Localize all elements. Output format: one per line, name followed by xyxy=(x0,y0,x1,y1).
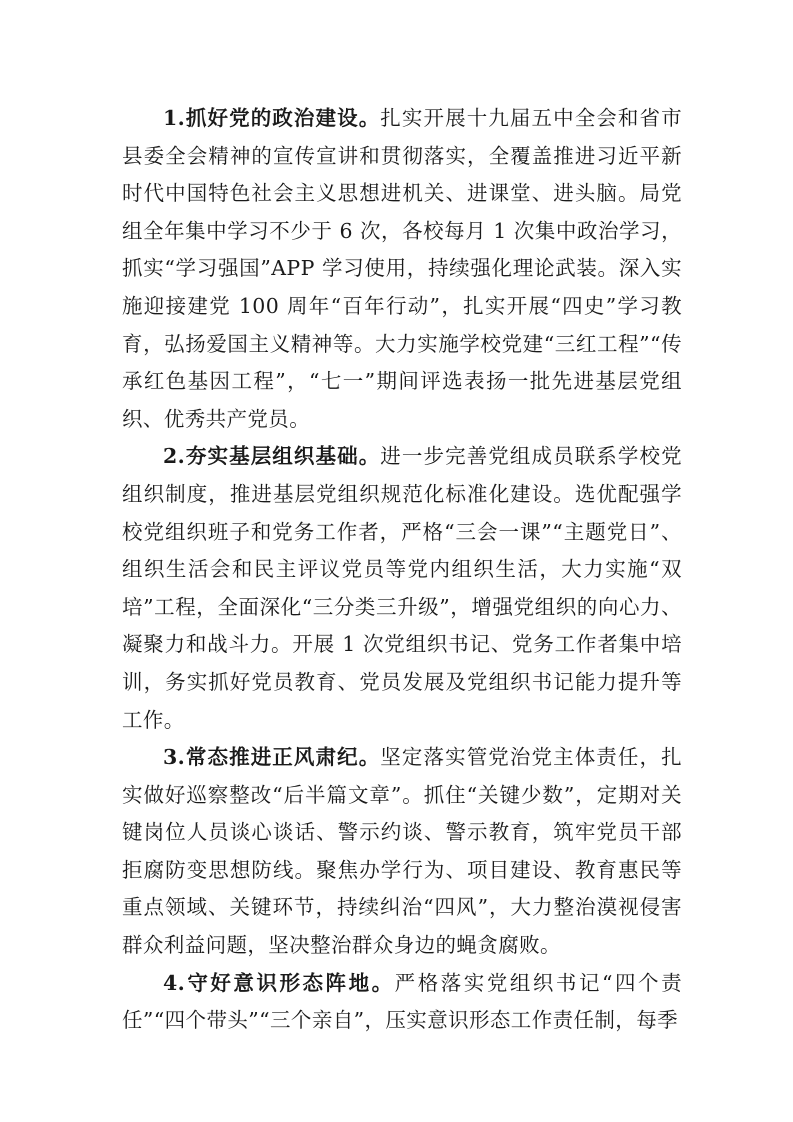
section-2 xyxy=(122,438,682,739)
section-body: 进一步完善党组成员联系学校党组织制度，推进基层党组织规范化标准化建设。选优配强学校党组织班子和党务工作者，严格“三会一课”“主题党日”、组织生活会和民主评议党员等党内组织生活，大力实施“双培”工程，全面深化“三分类三升级”，增强党组织的向心力、凝聚力和战斗力。开展 1 次党组织书记、党务工作者集中培训，务实抓好党员教育、党员发展及党组织书记能力提升等工作。 xyxy=(122,444,682,732)
section-heading: 常态推进正风肃纪。 xyxy=(185,745,381,770)
section-body: 扎实开展十九届五中全会和省市县委全会精神的宣传宣讲和贯彻落实，全覆盖推进习近平新时代中国特色社会主义思想进机关、进课堂、进头脑。局党组全年集中学习不少于 6 次，各校每月 1 次集中政治学习，抓实“学习强国”APP 学习使用，持续强化理论武装。深入实施迎接建党 100 周年“百年行动”，扎实开展“四史”学习教育，弘扬爱国主义精神等。大力实施学校党建“三红工程”“传承红色基因工程”，“七一”期间评选表扬一批先进基层党组织、优秀共产党员。 xyxy=(122,106,682,431)
section-heading: 守好意识形态阵地。 xyxy=(185,970,395,995)
section-heading: 抓好党的政治建设。 xyxy=(185,106,381,130)
section-body: 坚定落实管党治党主体责任，扎实做好巡察整改“后半篇文章”。抓住“关键少数”，定期对关键岗位人员谈心谈话、警示约谈、警示教育，筑牢党员干部拒腐防变思想防线。聚焦办学行为、项目建设、教育惠民等重点领域、关键环节，持续纠治“四风”，大力整治漠视侵害群众利益问题，坚决整治群众身边的蝇贪腐败。 xyxy=(122,745,682,958)
document-page xyxy=(122,100,682,1040)
section-number: 4. xyxy=(163,970,186,995)
section-heading: 夯实基层组织基础。 xyxy=(185,444,381,469)
section-number: 2. xyxy=(163,444,186,469)
section-1 xyxy=(122,100,682,438)
section-number: 3. xyxy=(163,745,186,770)
section-4 xyxy=(122,965,682,1040)
section-number: 1. xyxy=(163,106,186,130)
section-3 xyxy=(122,739,682,965)
section-body: 严格落实党组织书记“四个责任”“四个带头”“三个亲自”，压实意识形态工作责任制，每季 xyxy=(122,970,682,1033)
